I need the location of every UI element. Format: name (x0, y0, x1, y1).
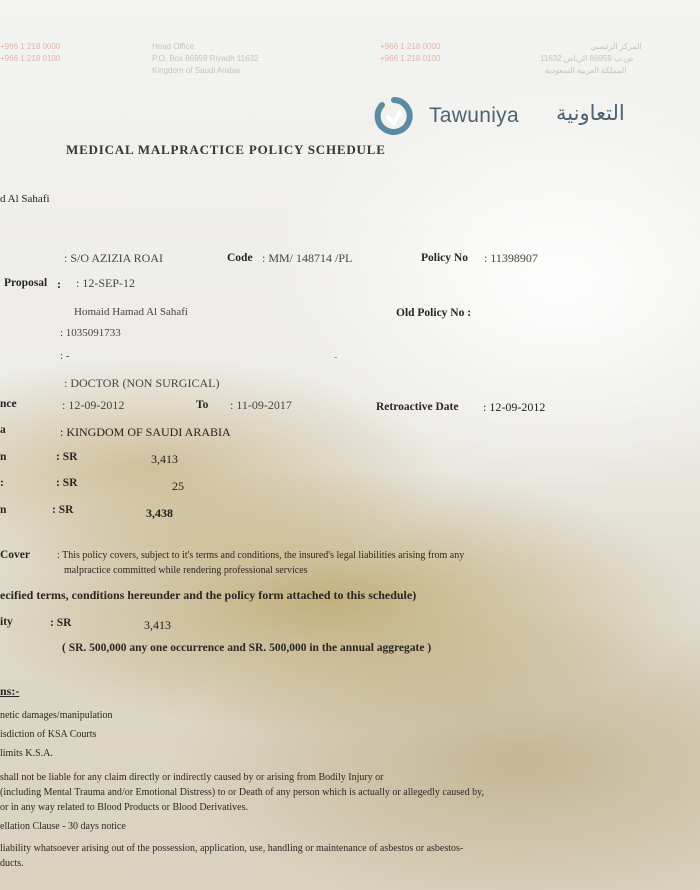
cover-label: Cover (0, 549, 31, 561)
proposal-label: Proposal (4, 277, 48, 289)
condition-item: netic damages/manipulation (0, 710, 113, 721)
brand-name-ar: التعاونية (556, 101, 625, 125)
letterhead-fax: +966 1 218 0100 (0, 54, 61, 63)
letterhead-office-ar: المركز الرئيسي (590, 42, 642, 51)
letterhead-pobox-ar: ص.ب 86959 الرياض 11632 (540, 54, 634, 63)
cover-text-line-1: : This policy covers, subject to it's terms and conditions, the insured's legal liabilities arising from any (57, 550, 465, 561)
period-label: nce (0, 398, 17, 410)
premium-value: 3,413 (151, 452, 178, 466)
period-from: : 12-09-2012 (62, 398, 125, 412)
conditions-heading: ns:- (0, 684, 20, 698)
condition-item: limits K.S.A. (0, 748, 53, 759)
insured-name-fragment: d Al Sahafi (0, 193, 50, 205)
premium-label: n (0, 451, 7, 463)
condition-item: shall not be liable for any claim directly or indirectly caused by or arising from Bodily Injury or (0, 772, 384, 783)
code-value: : MM/ 148714 /PL (262, 251, 353, 265)
letterhead-phone-ar: +966 1 218 0000 (380, 42, 441, 51)
condition-item: ellation Clause - 30 days notice (0, 821, 126, 832)
retroactive-value: : 12-09-2012 (483, 400, 546, 414)
id-number: : 1035091733 (60, 327, 121, 339)
condition-item: liability whatsoever arising out of the possession, application, use, handling or maintenance of asbestos or asbestos- (0, 843, 464, 854)
fee-label: : (0, 477, 4, 489)
policy-no-label: Policy No (421, 252, 468, 264)
condition-item: or in any way related to Blood Products or Blood Derivatives. (0, 802, 249, 813)
territory-value: : KINGDOM OF SAUDI ARABIA (60, 425, 231, 439)
address-value: : S/O AZIZIA ROAI (64, 251, 163, 265)
letterhead-phone: +966 1 218 0000 (0, 42, 61, 51)
insured-name: Homaid Hamad Al Sahafi (74, 306, 188, 318)
letterhead-office: Head Office (152, 42, 195, 51)
total-value: 3,438 (146, 506, 173, 520)
brand-name-en: Tawuniya (429, 104, 519, 127)
letterhead-pobox: P.O. Box 86959 Riyadh 11632 (152, 54, 259, 63)
profession-value: : DOCTOR (NON SURGICAL) (64, 376, 220, 390)
condition-item: isdiction of KSA Courts (0, 729, 97, 740)
specified-terms-line: ecified terms, conditions hereunder and the policy form attached to this schedule) (0, 588, 417, 602)
period-to: : 11-09-2017 (230, 398, 292, 412)
cover-text-line-2: malpractice committed while rendering professional services (64, 565, 308, 576)
total-currency: : SR (52, 504, 74, 516)
policy-document: +966 1 218 0000 +966 1 218 0100 Head Office P.O. Box 86959 Riyadh 11632 Kingdom of Saudi Arabia +966 1 218 0000 +966 1 218 0100 المركز الرئيسي ص.ب 86959 الرياض 11632 المملكة العربية السعودية Tawuniya التعاونية MEDICAL MALPRACTICE POLICY SCHEDULE d Al Sahafi : S/O AZIZIA ROAI Code : MM/ 148714 /PL Policy No : 11398907 Proposal : : 12-SEP-12 Homaid Hamad Al Sahafi Old Policy No : : 1035091733 : - - : DOCTOR (NON SURGICAL) nce : 12-09-2012 To : 11-09-2017 Retroactive Date : 12-09-2012 a : KINGDOM OF SAUDI ARABIA n : SR 3,413 : : SR 25 n : SR 3,438 Cover : This policy covers, subject to it's terms and conditions, the insured's legal liabilities arising from any malpractice committed while rendering professional services ecified terms, conditions hereunder and the policy form attached to this schedule) ity : SR 3,413 ( SR. 500,000 any one occurrence and SR. 500,000 in the annual aggregate ) ns:- netic damages/manipulation isdiction of KSA Courts limits K.S.A. shall not be liable for any claim directly or indirectly caused by or arising from Bodily Injury or (including Mental Trauma and/or Emotional Distress) to or Death of any person which is actually or allegedly caused by, or in any way related to Blood Products or Blood Derivatives. ellation Clause - 30 days notice liability whatsoever arising out of the possession, application, use, handling or maintenance of asbestos or asbestos- ducts. (0, 0, 700, 890)
letterhead-fax-ar: +966 1 218 0100 (380, 54, 441, 63)
tawuniya-logo-icon (374, 96, 414, 136)
policy-no-value: : 11398907 (484, 251, 538, 265)
document-title: MEDICAL MALPRACTICE POLICY SCHEDULE (66, 142, 386, 157)
letterhead-country-ar: المملكة العربية السعودية (545, 66, 627, 75)
retroactive-label: Retroactive Date (376, 401, 459, 413)
limit-value: 3,413 (144, 618, 171, 632)
total-label: n (0, 504, 7, 516)
condition-item: ducts. (0, 858, 24, 869)
condition-item: (including Mental Trauma and/or Emotional Distress) to or Death of any person which is actually or allegedly caused by, (0, 787, 484, 798)
fee-value: 25 (172, 479, 184, 493)
letterhead-country: Kingdom of Saudi Arabia (152, 66, 241, 75)
limit-detail: ( SR. 500,000 any one occurrence and SR. 500,000 in the annual aggregate ) (62, 642, 432, 654)
territory-label: a (0, 424, 6, 436)
premium-currency: : SR (56, 451, 78, 463)
to-label: To (196, 399, 209, 411)
proposal-value: : 12-SEP-12 (76, 276, 136, 290)
limit-currency: : SR (50, 617, 72, 629)
old-policy-label: Old Policy No : (396, 307, 472, 319)
blank-line: : - (60, 350, 70, 362)
code-label: Code (227, 252, 253, 264)
limit-label: ity (0, 616, 13, 628)
fee-currency: : SR (56, 477, 78, 489)
